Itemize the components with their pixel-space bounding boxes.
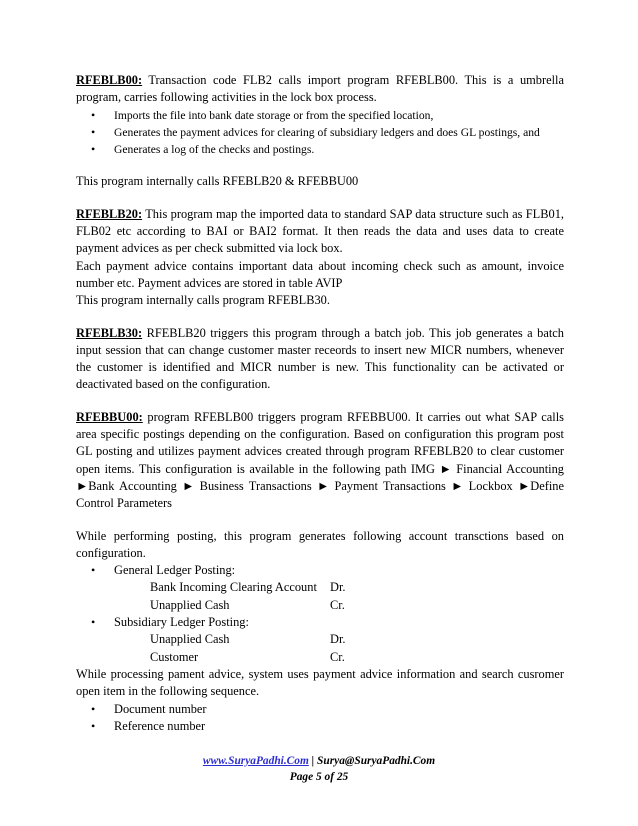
bullet-icon: • <box>91 615 96 630</box>
paragraph-rfeblb00 <box>76 72 564 107</box>
list-item: • Subsidiary Ledger Posting: <box>76 614 564 631</box>
list-item: • General Ledger Posting: <box>76 562 564 579</box>
list-item: • Generates the payment advices for clearing of subsidiary ledgers and does GL postings, and <box>76 124 564 141</box>
list-item: • Document number <box>76 701 564 718</box>
posting-list <box>76 614 564 631</box>
bullet-icon: • <box>91 124 96 139</box>
list-item: • Generates a log of the checks and postings. <box>76 141 564 158</box>
activity-list <box>76 107 564 159</box>
paragraph-text: RFEBLB20 triggers this program through a batch job. This job generates a batch input session that can change customer master receords to insert new MICR numbers, whenever the customer is identified and MICR number is new. This functionality can be activated or deactivated based on the configuration. <box>76 325 564 392</box>
ledger-entry: Unapplied Cash Dr. <box>150 632 346 647</box>
program-label: RFEBLB00: <box>76 73 143 87</box>
bullet-icon: • <box>91 142 96 157</box>
ledger-entry: Unapplied Cash Cr. <box>150 597 345 612</box>
page-number: Page 5 of 25 <box>289 771 349 783</box>
page-content <box>76 72 564 735</box>
bullet-icon: • <box>91 701 96 716</box>
list-item: • Imports the file into bank date storage or from the specified location, <box>76 107 564 124</box>
website-link[interactable]: www.SuryaPadhi.Com <box>202 755 309 767</box>
email-text: Surya@SuryaPadhi.Com <box>317 755 436 767</box>
paragraph-text: Transaction code FLB2 calls import program RFEBLB00. This is a umbrella program, carries following activities in the lock box process. <box>76 73 564 105</box>
list-item: • Reference number <box>76 718 564 735</box>
paragraph-text: This program internally calls program RFEBLB30. <box>76 293 330 308</box>
paragraph-text: program RFEBLB00 triggers program RFEBBU00. It carries out what SAP calls area specific postings depending on the configuration. Based on configuration this program post GL posting and utilizes payment advices created through program RFEBLB20 to clear customer open items. This configuration is available in the following path IMG ► Financial Accounting ►Bank Accounting ► Business Transactions ► Payment Transactions ► Lockbox ►Define Control Parameters <box>76 409 564 511</box>
bullet-icon: • <box>91 718 96 733</box>
paragraph-text: This program internally calls RFEBLB20 & RFEBBU00 <box>76 174 359 189</box>
program-label: RFEBBU00: <box>76 409 143 424</box>
paragraph-text: While performing posting, this program generates following account transctions based on configuration. <box>76 528 564 560</box>
paragraph-text: This program map the imported data to standard SAP data structure such as FLB01, FLB02 etc according to BAI or BAI2 format. It then reads the data and uses data to create payment advices as per check submitted via lock box. <box>76 206 564 256</box>
ledger-entry: Bank Incoming Clearing Account Dr. <box>150 580 346 595</box>
paragraph-rfeblb30 <box>76 325 564 394</box>
program-label: RFEBLB20: <box>76 206 143 221</box>
sequence-list <box>76 701 564 736</box>
page-footer: www.SuryaPadhi.Com | Surya@SuryaPadhi.Com Page 5 of 25 <box>0 753 638 785</box>
ledger-entry: Customer Cr. <box>150 649 345 664</box>
bullet-icon: • <box>91 107 96 122</box>
paragraph-text: While processing pament advice, system uses payment advice information and search cusromer open item in the following sequence. <box>76 666 564 699</box>
paragraph-rfebbu00 <box>76 409 564 513</box>
paragraph-text: Each payment advice contains important data about incoming check such as amount, invoice number etc. Payment advices are stored in table AVIP <box>76 258 564 290</box>
paragraph-rfeblb20 <box>76 206 564 258</box>
bullet-icon: • <box>91 563 96 578</box>
program-label: RFEBLB30: <box>76 325 143 340</box>
posting-list <box>76 562 564 579</box>
